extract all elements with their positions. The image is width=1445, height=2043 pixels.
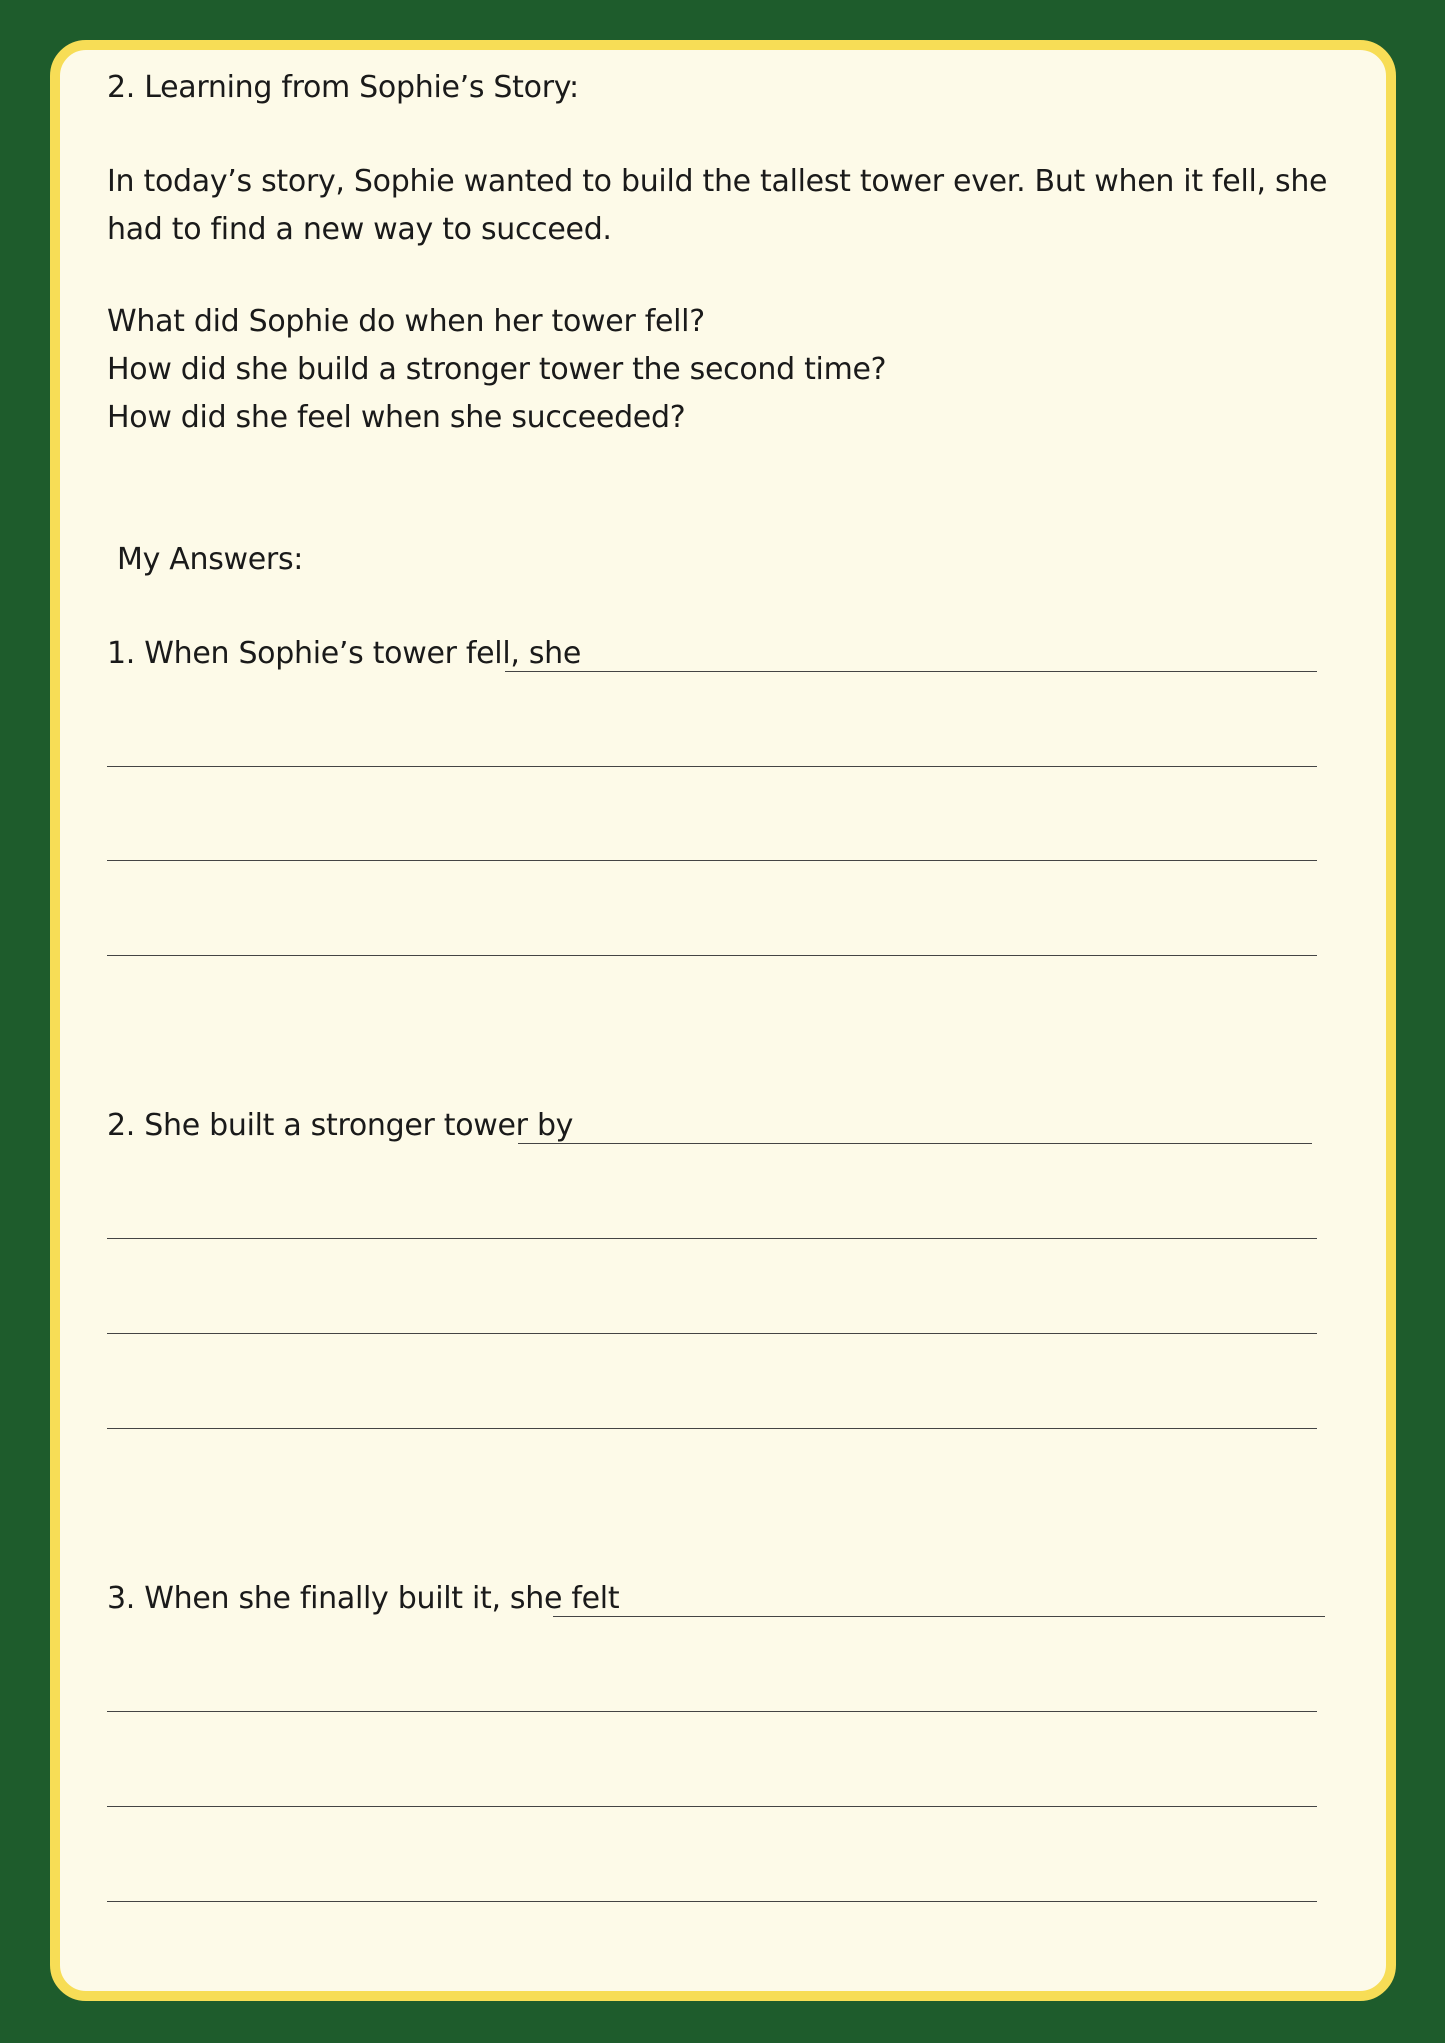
- answer-3-blank[interactable]: [553, 1616, 1325, 1617]
- answer-2-line-2[interactable]: [107, 1238, 1317, 1239]
- answer-1-line-3[interactable]: [107, 860, 1317, 861]
- question-2: How did she build a stronger tower the second time?: [107, 352, 887, 387]
- question-1: What did Sophie do when her tower fell?: [107, 304, 705, 339]
- section-title: 2. Learning from Sophie’s Story:: [107, 70, 579, 105]
- answer-3-line-4[interactable]: [107, 1901, 1317, 1902]
- answers-heading: My Answers:: [117, 542, 304, 577]
- answer-3-line-3[interactable]: [107, 1806, 1317, 1807]
- answer-1-line-4[interactable]: [107, 955, 1317, 956]
- answer-3-line-2[interactable]: [107, 1711, 1317, 1712]
- answer-2-blank[interactable]: [518, 1143, 1312, 1144]
- answer-2-line-3[interactable]: [107, 1333, 1317, 1334]
- question-3: How did she feel when she succeeded?: [107, 400, 686, 435]
- answer-2-line-4[interactable]: [107, 1428, 1317, 1429]
- prompt-2: 2. She built a stronger tower by: [107, 1108, 574, 1143]
- answer-1-blank[interactable]: [505, 671, 1317, 672]
- answer-1-line-2[interactable]: [107, 766, 1317, 767]
- intro-line-2: had to find a new way to succeed.: [107, 212, 612, 247]
- prompt-3: 3. When she finally built it, she felt: [107, 1581, 620, 1616]
- intro-line-1: In today’s story, Sophie wanted to build the tallest tower ever. But when it fell, she: [107, 164, 1328, 199]
- prompt-1: 1. When Sophie’s tower fell, she: [107, 636, 582, 671]
